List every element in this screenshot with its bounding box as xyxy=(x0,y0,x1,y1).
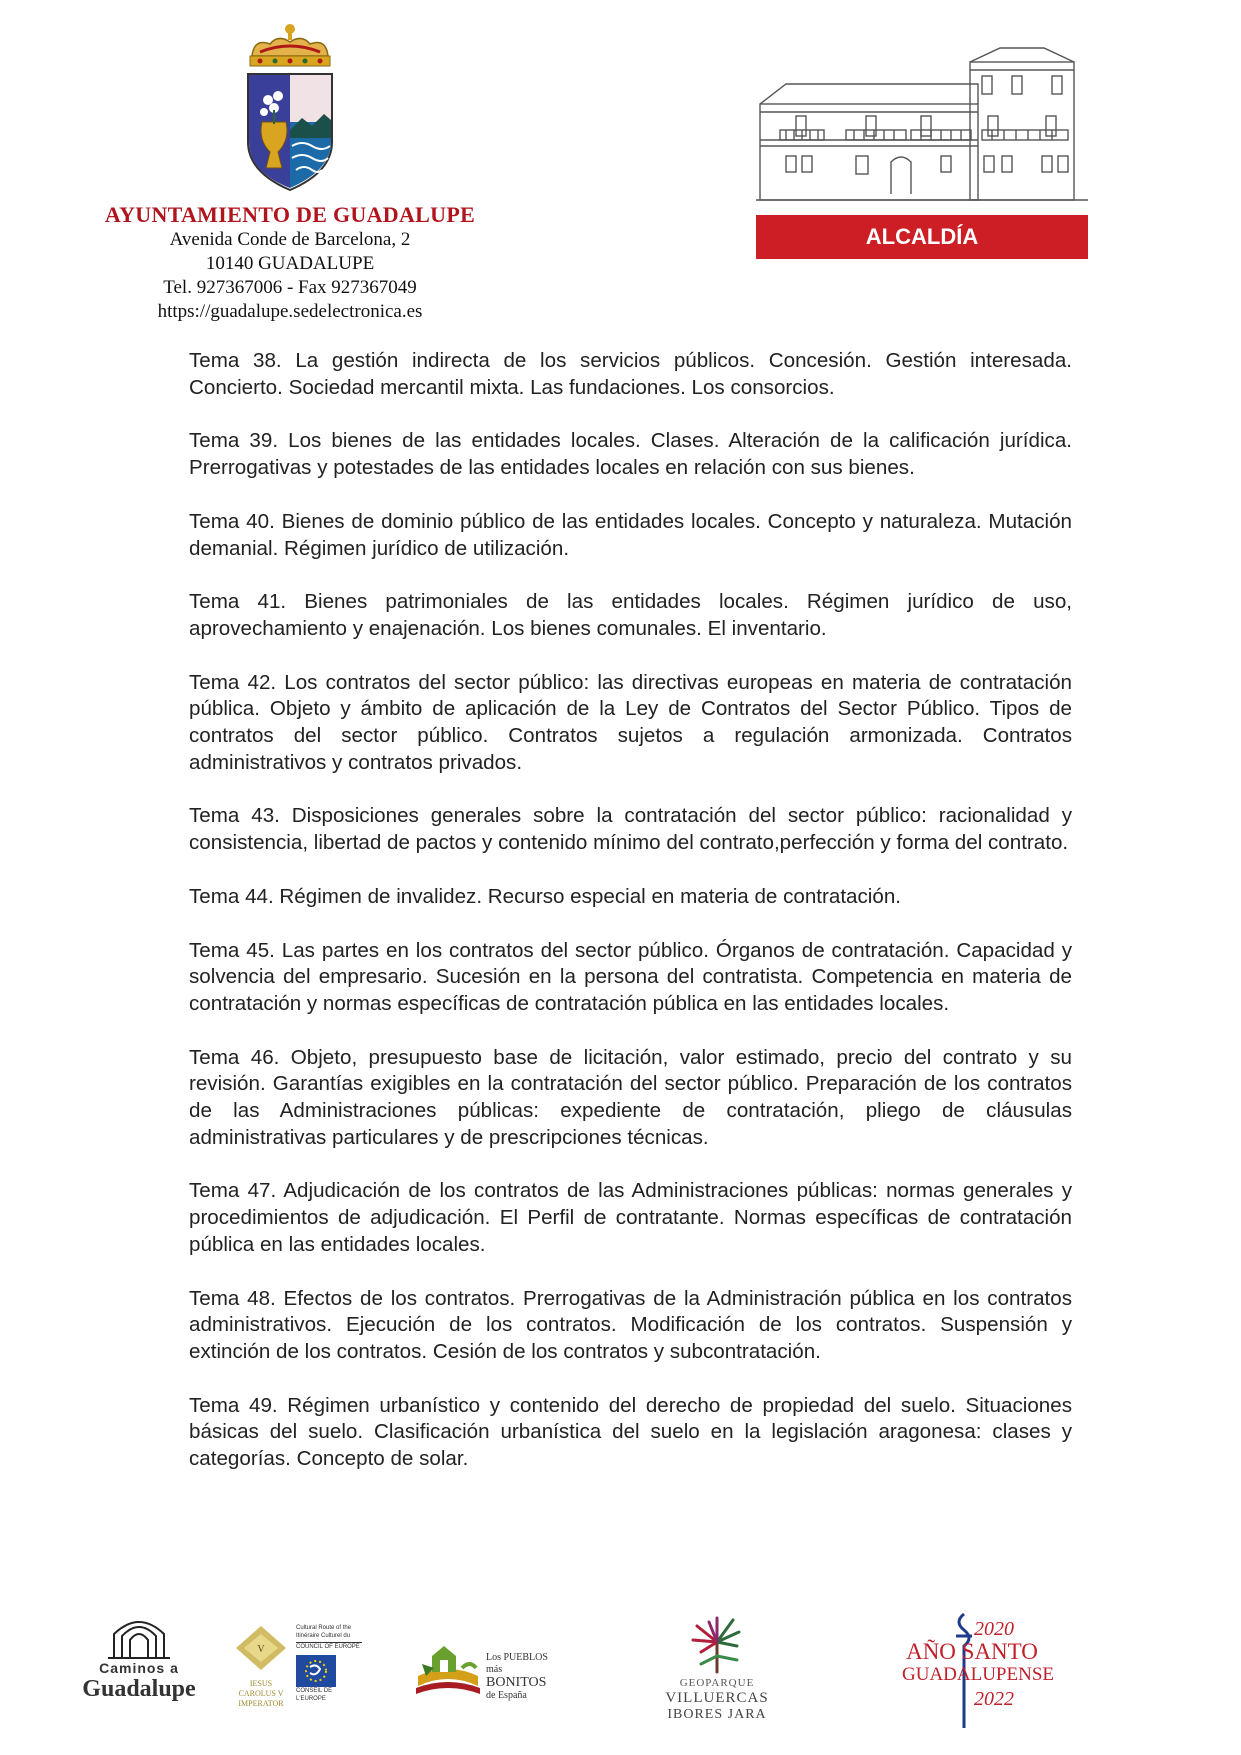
geoparque-logo xyxy=(652,1612,782,1723)
topic-paragraph: Tema 46. Objeto, presupuesto base de licitación, valor estimado, precio del contrato y su revisión. Garantías exigibles en la contratación del sector público. Preparación de los contratos de las Administraciones públicas: expediente de contratación, pliego de cláusulas administrativas particulares y de prescripciones técnicas. xyxy=(189,1045,1072,1149)
postal-line: 10140 GUADALUPE xyxy=(205,253,375,274)
council-of-europe-icon xyxy=(296,1655,336,1687)
svg-text:V: V xyxy=(257,1644,265,1655)
coat-of-arms-icon xyxy=(240,22,340,198)
town-hall-building-icon xyxy=(756,44,1088,204)
topic-paragraph: Tema 42. Los contratos del sector público: las directivas europeas en materia de contratación pública. Objeto y ámbito de aplicación de la Ley de Contratos del Sector Público. Tipos de contratos del sector público. Contratos sujetos a regulación armonizada. Contratos administrativos y contratos privados. xyxy=(189,670,1072,774)
alcaldia-badge: ALCALDÍA xyxy=(756,215,1088,259)
phone-fax: Tel. 927367006 - Fax 927367049 xyxy=(163,277,417,298)
geoparque-leaves-icon xyxy=(667,1612,767,1676)
topic-paragraph: Tema 49. Régimen urbanístico y contenido del derecho de propiedad del suelo. Situaciones básicas del suelo. Clasificación urbanística del suelo en la legislación aragonesa: clases y categorías. Concepto de solar. xyxy=(189,1393,1072,1471)
topic-paragraph: Tema 41. Bienes patrimoniales de las entidades locales. Régimen jurídico de uso, aprovechamiento y enajenación. Los bienes comunales. El inventario. xyxy=(189,590,1072,640)
route-line1: Cultural Route of the xyxy=(296,1625,352,1631)
guadalupe-text: Guadalupe xyxy=(82,1676,196,1702)
ano-santo-logo xyxy=(902,1612,1054,1730)
geoparque-line2: VILLUERCAS xyxy=(665,1690,769,1706)
ano-year-end: 2022 xyxy=(974,1688,1014,1710)
carolus-emblem-icon xyxy=(232,1624,290,1674)
letterhead-left xyxy=(80,22,500,324)
topic-paragraph: Tema 40. Bienes de dominio público de las entidades locales. Concepto y naturaleza. Mutación demanial. Régimen jurídico de utilización. xyxy=(189,509,1072,560)
ano-santo-text: AÑO SANTO xyxy=(906,1639,1038,1664)
carolus-line1: IESUS xyxy=(249,1679,273,1688)
route-line3: COUNCIL OF EUROPE xyxy=(296,1642,362,1651)
topic-paragraph: Tema 45. Las partes en los contratos del sector público. Órganos de contratación. Capacidad y solvencia del empresario. Sucesión en la persona del contratista. Competencia en materia de contratación y normas específicas de contratación pública en las entidades locales. xyxy=(189,938,1072,1015)
pueblos-line3: de España xyxy=(486,1690,527,1701)
topics-list xyxy=(189,348,1072,1500)
caminos-text: Caminos a xyxy=(99,1660,179,1676)
topic-paragraph: Tema 47. Adjudicación de los contratos de las Administraciones públicas: normas generales y procedimientos de adjudicación. El Perfil de contratante. Normas específicas de contratación pública en las entidades locales. xyxy=(189,1179,1072,1256)
pueblos-emblem-icon xyxy=(412,1632,484,1702)
pueblos-line2: BONITOS xyxy=(486,1675,547,1690)
carolus-line3: IMPERATOR xyxy=(238,1699,284,1708)
pueblos-line1: Los PUEBLOS más xyxy=(486,1652,548,1675)
geoparque-line1: GEOPARQUE xyxy=(679,1677,755,1689)
guadalupense-text: GUADALUPENSE xyxy=(902,1664,1054,1685)
ano-year-start: 2020 xyxy=(974,1618,1014,1640)
org-name: AYUNTAMIENTO DE GUADALUPE xyxy=(104,202,476,227)
topic-paragraph: Tema 48. Efectos de los contratos. Prerrogativas de la Administración pública en los contratos administrativos. Ejecución de los contratos. Modificación de los contratos. Suspensión y extinción de los contratos. Cesión de los contratos y subcontratación. xyxy=(189,1286,1072,1363)
geoparque-line3: IBORES JARA xyxy=(667,1707,767,1722)
topic-paragraph: Tema 39. Los bienes de las entidades locales. Clases. Alteración de la calificación jurídica. Prerrogativas y potestades de las entidades locales en relación con sus bienes. xyxy=(189,429,1072,480)
website-link[interactable]: https://guadalupe.sedelectronica.es xyxy=(157,301,423,322)
topic-paragraph: Tema 38. La gestión indirecta de los servicios públicos. Concesión. Gestión interesada. Concierto. Sociedad mercantil mixta. Las fundaciones. Los consorcios. xyxy=(189,349,1072,399)
address-line: Avenida Conde de Barcelona, 2 xyxy=(169,229,411,250)
topic-paragraph: Tema 44. Régimen de invalidez. Recurso especial en materia de contratación. xyxy=(189,884,902,908)
caminos-guadalupe-logo xyxy=(74,1612,204,1702)
letterhead-right xyxy=(756,44,1088,259)
route-line4: CONSEIL DE L'EUROPE xyxy=(296,1688,333,1702)
arch-icon xyxy=(74,1612,204,1660)
route-line2: Itinéraire Culturel du xyxy=(296,1633,351,1639)
topic-paragraph: Tema 43. Disposiciones generales sobre la contratación del sector público: racionalidad y consistencia, libertad de pactos y contenido mínimo del contrato,perfección y forma del contrato. xyxy=(189,804,1072,855)
carolus-line2: CAROLUS V xyxy=(238,1689,284,1698)
footer-logos xyxy=(60,1612,1180,1730)
